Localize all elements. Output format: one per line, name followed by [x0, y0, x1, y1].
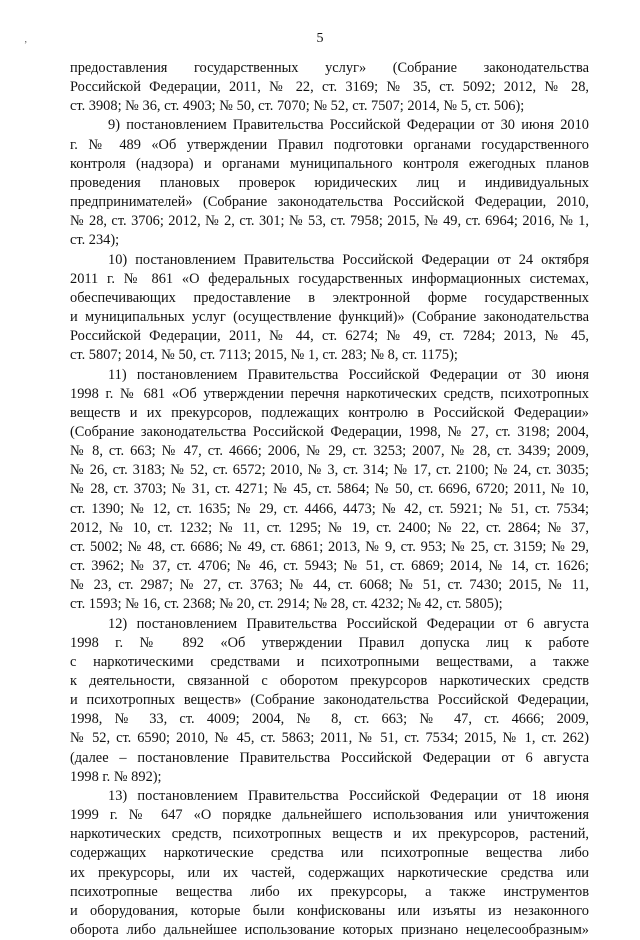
text-line: Российской Федерации, 2011, № 44, ст. 6274; № 49, ст. 7284; 2013, № 45,: [70, 328, 589, 345]
text-line: 10) постановлением Правительства Российской Федерации от 24 октября: [108, 251, 589, 268]
text-line: (Собрание законодательства Российской Федерации, 1998, № 27, ст. 3198; 2004,: [70, 423, 589, 440]
text-line: ст. 3962; № 37, ст. 4706; № 46, ст. 5943; № 51, ст. 6869; 2014, № 14, ст. 1626;: [70, 558, 589, 575]
text-line: 1998 г. № 681 «Об утверждении перечня наркотических средств, психотропных: [70, 385, 589, 402]
text-line: ст. 3908; № 36, ст. 4903; № 50, ст. 7070; № 52, ст. 7507; 2014, № 5, ст. 506);: [70, 98, 525, 115]
text-line: предпринимателей» (Собрание законодательства Российской Федерации, 2010,: [70, 194, 589, 211]
text-line: № 28, ст. 3703; № 31, ст. 4271; № 45, ст. 5864; № 50, ст. 6696, 6720; 2011, № 10,: [70, 481, 589, 498]
text-line: г. № 489 «Об утверждении Правил подготовки органами государственного: [70, 136, 589, 153]
body-text: [70, 59, 589, 940]
text-line: и оборудования, которые были конфискованы или изъяты из незаконного: [70, 902, 589, 919]
text-line: и муниципальных услуг (осуществление функций)» (Собрание законодательства: [70, 309, 589, 326]
text-line: 2012, № 10, ст. 1232; № 11, ст. 1295; № 19, ст. 2400; № 22, ст. 2864; № 37,: [70, 519, 589, 536]
text-line: № 28, ст. 3706; 2012, № 2, ст. 301; № 53, ст. 7958; 2015, № 49, ст. 6964; 2016, № 1,: [70, 213, 589, 230]
text-line: их прекурсоры, или их частей, содержащих наркотические средства или: [70, 864, 589, 881]
page-number: 5: [316, 31, 324, 46]
text-line: и психотропных веществ» (Собрание законодательства Российской Федерации,: [70, 692, 589, 709]
text-line: проведения плановых проверок юридических лиц и индивидуальных: [70, 174, 589, 191]
text-line: ст. 1593; № 16, ст. 2368; № 20, ст. 2914; № 28, ст. 4232; № 42, ст. 5805);: [70, 596, 503, 613]
text-line: ст. 1390; № 12, ст. 1635; № 29, ст. 4466, 4473; № 42, ст. 5921; № 51, ст. 7534;: [70, 500, 589, 517]
text-line: ст. 234);: [70, 232, 120, 249]
text-line: содержащих наркотические средства или психотропные вещества либо: [70, 845, 589, 862]
text-line: 12) постановлением Правительства Российской Федерации от 6 августа: [108, 615, 589, 632]
text-line: оборота либо дальнейшее использование которых признано нецелесообразным»: [70, 922, 589, 939]
text-line: 11) постановлением Правительства Российской Федерации от 30 июня: [108, 366, 589, 383]
text-line: наркотических средств, психотропных веществ и их прекурсоров, растений,: [70, 826, 589, 843]
text-line: обеспечивающих предоставление в электронной форме государственных: [70, 289, 589, 306]
text-line: предоставления государственных услуг» (Собрание законодательства: [70, 60, 589, 76]
text-line: ст. 5807; 2014, № 50, ст. 7113; 2015, № 1, ст. 283; № 8, ст. 1175);: [70, 347, 458, 364]
text-line: с наркотическими средствами и психотропными веществами, а также: [70, 653, 589, 670]
text-line: № 52, ст. 6590; 2010, № 45, ст. 5863; 2011, № 51, ст. 7534; 2015, № 1, ст. 262): [70, 730, 589, 747]
text-line: веществ и их прекурсоров, подлежащих контролю в Российской Федерации»: [70, 404, 589, 421]
text-line: к деятельности, связанной с оборотом прекурсоров наркотических средств: [70, 673, 589, 689]
text-line: 1999 г. № 647 «О порядке дальнейшего использования или уничтожения: [70, 807, 589, 824]
text-line: 1998 г. № 892 «Об утверждении Правил допуска лиц к работе: [70, 634, 589, 651]
text-line: 9) постановлением Правительства Российской Федерации от 30 июня 2010: [108, 117, 589, 134]
margin-mark: ʼ: [24, 40, 28, 51]
text-line: 1998, № 33, ст. 4009; 2004, № 8, ст. 663; № 47, ст. 4666; 2009,: [70, 711, 589, 728]
text-line: № 23, ст. 2987; № 27, ст. 3763; № 44, ст. 6068; № 51, ст. 7430; 2015, № 11,: [70, 577, 589, 594]
text-line: № 8, ст. 663; № 47, ст. 4666; 2006, № 29, ст. 3253; 2007, № 28, ст. 3439; 2009,: [70, 443, 589, 460]
text-line: 13) постановлением Правительства Российской Федерации от 18 июня: [108, 787, 589, 804]
text-line: (далее – постановление Правительства Российской Федерации от 6 августа: [70, 749, 589, 766]
text-line: № 26, ст. 3183; № 52, ст. 6572; 2010, № 3, ст. 314; № 17, ст. 2100; № 24, ст. 3035;: [70, 462, 589, 479]
text-line: 1998 г. № 892);: [70, 768, 162, 785]
text-line: 2011 г. № 861 «О федеральных государственных информационных системах,: [70, 270, 589, 287]
text-line: психотропные вещества либо их прекурсоры, а также инструментов: [70, 883, 589, 900]
text-line: Российской Федерации, 2011, № 22, ст. 3169; № 35, ст. 5092; 2012, № 28,: [70, 79, 589, 96]
text-line: контроля (надзора) и органами муниципального контроля ежегодных планов: [70, 155, 589, 172]
text-line: ст. 5002; № 48, ст. 6686; № 49, ст. 6861; 2013, № 9, ст. 953; № 25, ст. 3159; № 29,: [70, 538, 589, 555]
